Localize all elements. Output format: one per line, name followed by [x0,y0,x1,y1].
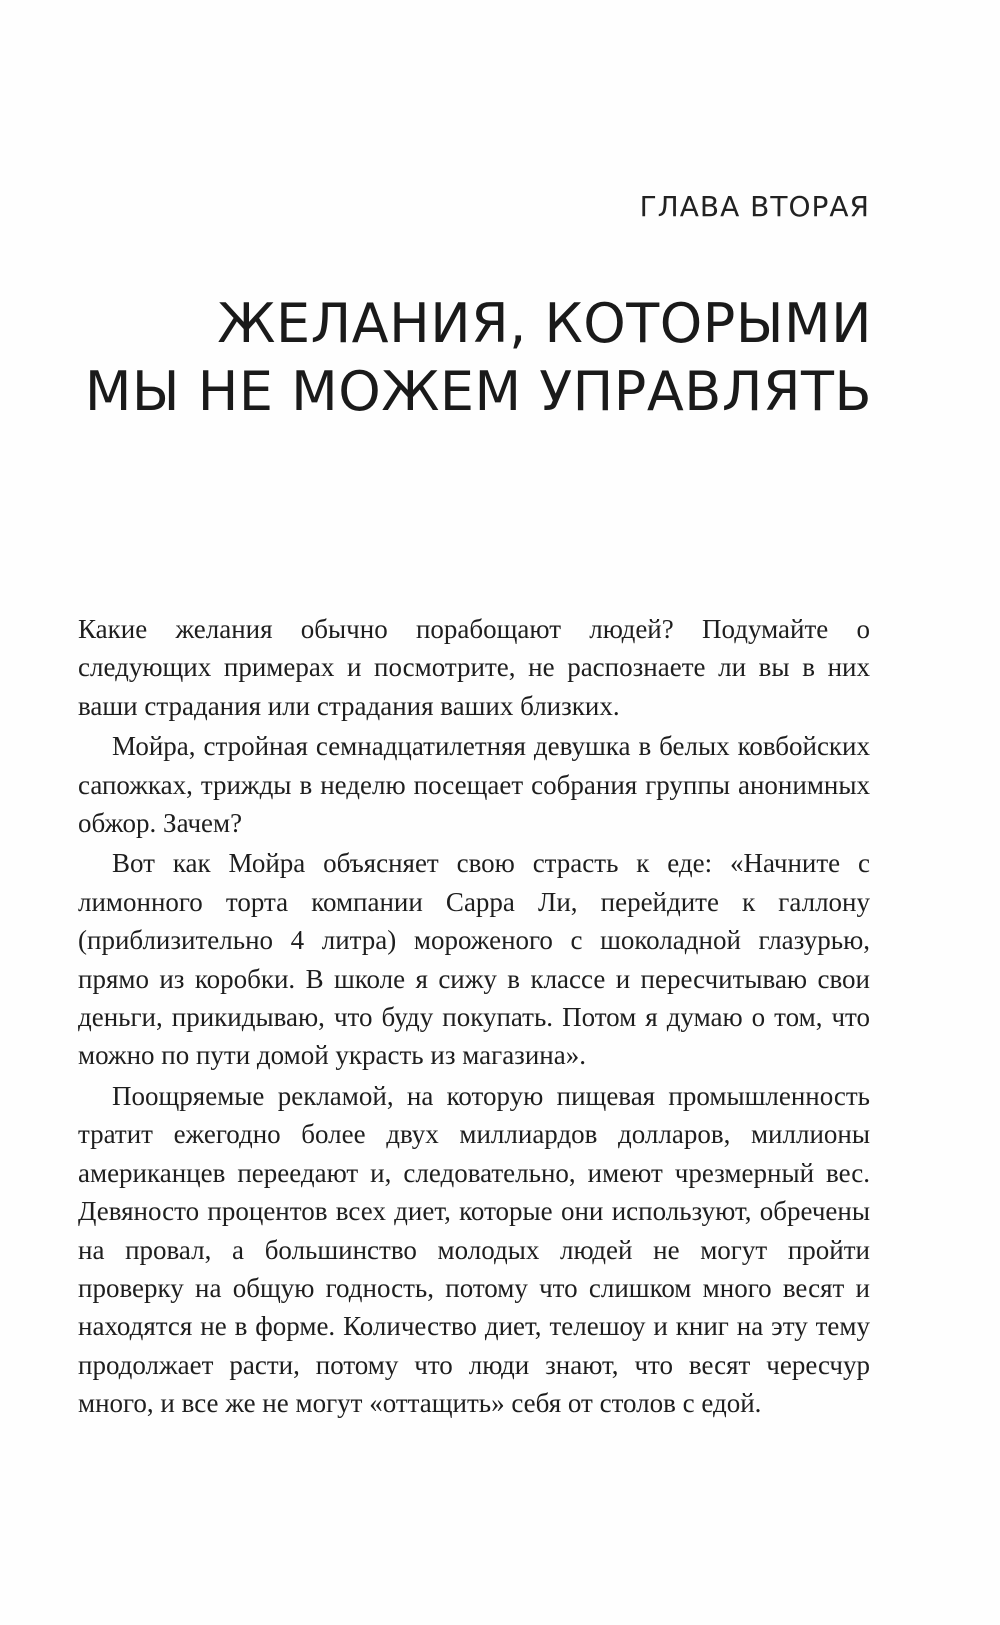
body-text [78,610,870,1425]
chapter-title [85,290,872,426]
chapter-label: ГЛАВА ВТОРАЯ [639,190,870,223]
paragraph-3: Вот как Мойра объясняет свою страсть к еде: «Начните с лимонного торта компании Сарра Ли, перейдите к галлону (приблизительно 4 литра) мороженого с шоколадной глазурью, прямо из коробки. В школе я сижу в классе и пересчитываю свои деньги, прикидываю, что буду покупать. Потом я думаю о том, что можно по пути домой украсть из магазина». [78,848,870,1071]
paragraph-4: Поощряемые рекламой, на которую пищевая промышленность тратит ежегодно более двух миллиардов долларов, миллионы американцев переедают и, следовательно, имеют чрезмерный вес. Девяносто процентов всех диет, которые они используют, обречены на провал, а большинство молодых людей не могут пройти проверку на общую годность, потому что слишком много весят и находятся не в форме. Количество диет, телешоу и книг на эту тему продолжает расти, потому что люди знают, что весят чересчур много, и все же не могут «оттащить» себя от столов с едой. [78,1080,870,1419]
chapter-title-line-1: ЖЕЛАНИЯ, КОТОРЫМИ [217,292,872,355]
paragraph-1: Какие желания обычно порабощают людей? Подумайте о следующих примерах и посмотрите, не распознаете ли вы в них ваши страдания или страдания ваших близких. [78,614,870,721]
chapter-title-line-2: МЫ НЕ МОЖЕМ УПРАВЛЯТЬ [84,360,872,423]
paragraph-2: Мойра, стройная семнадцатилетняя девушка в белых ковбойских сапожках, трижды в неделю посещает собрания группы анонимных обжор. Зачем? [78,731,870,839]
